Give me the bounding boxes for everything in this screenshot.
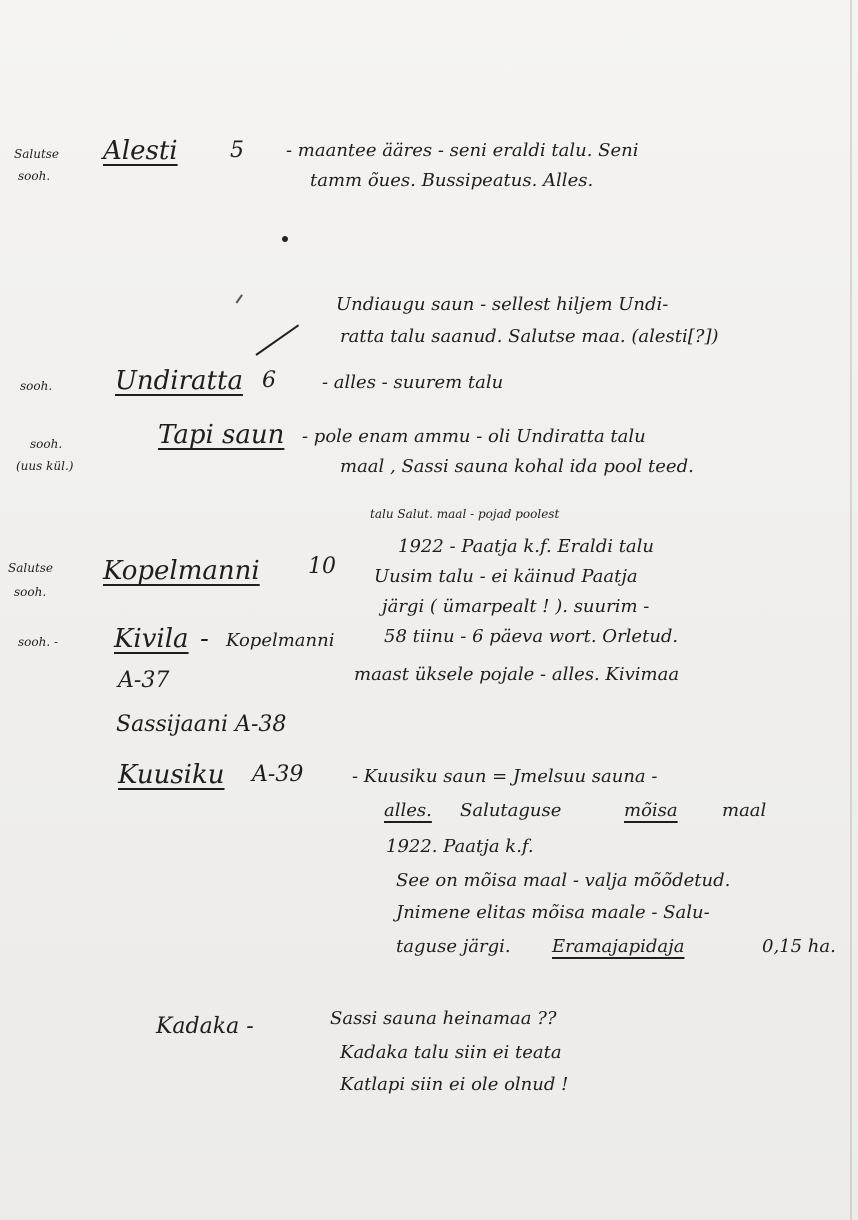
kuusiku-note-line-1: - Kuusiku saun = Jmelsuu sauna - bbox=[352, 766, 658, 787]
undiratta-number: 6 bbox=[262, 368, 276, 393]
undiaugu-note-line-1: Undiaugu saun - sellest hiljem Undi- bbox=[336, 294, 669, 315]
undiratta-note: - alles - suurem talu bbox=[322, 372, 504, 393]
kopelmanni-note-line-0: talu Salut. maal - pojad poolest bbox=[370, 507, 560, 521]
kopelmanni-margin-label-1: Salutse bbox=[8, 561, 54, 575]
kivila-margin-label: sooh. - bbox=[18, 635, 59, 649]
kuusiku-note-line-6b: Eramajapidaja bbox=[552, 936, 685, 957]
connector-slash bbox=[255, 324, 299, 355]
undiratta-margin-label: sooh. bbox=[20, 379, 53, 393]
kopelmanni-note-line-4: 58 tiinu - 6 päeva wort. Orletud. bbox=[384, 626, 679, 647]
kadaka-name: Kadaka - bbox=[156, 1014, 254, 1039]
alesti-number: 5 bbox=[230, 138, 244, 163]
kuusiku-note-line-5: Jnimene elitas mõisa maale - Salu- bbox=[396, 902, 710, 923]
tapi-margin-label-2: (uus kül.) bbox=[16, 459, 74, 473]
kuusiku-note-line-4: See on mõisa maal - valja mõõdetud. bbox=[396, 870, 731, 891]
kuusiku-note-line-6a: taguse järgi. bbox=[396, 936, 511, 957]
kopelmanni-number: 10 bbox=[308, 554, 336, 579]
kopelmanni-name: Kopelmanni bbox=[103, 556, 260, 586]
tapi-note-line-2: maal , Sassi sauna kohal ida pool teed. bbox=[340, 456, 694, 477]
kadaka-note-line-1: Sassi sauna heinamaa ?? bbox=[330, 1008, 557, 1029]
kuusiku-note-line-2c: mõisa bbox=[624, 800, 678, 821]
alesti-note-line-2: tamm õues. Bussipeatus. Alles. bbox=[310, 170, 594, 191]
ink-mark bbox=[236, 294, 243, 303]
kivila-name: Kivila bbox=[114, 624, 189, 654]
sassijaani-entry: Sassijaani A-38 bbox=[116, 712, 287, 737]
kivila-dash: - bbox=[200, 624, 209, 654]
kopelmanni-note-line-3: järgi ( ümarpealt ! ). suurim - bbox=[382, 596, 650, 617]
kopelmanni-note-line-2: Uusim talu - ei käinud Paatja bbox=[374, 566, 638, 587]
kuusiku-note-line-3: 1922. Paatja k.f. bbox=[386, 836, 534, 857]
kopelmanni-note-line-5: maast üksele pojale - alles. Kivimaa bbox=[354, 664, 680, 685]
undiaugu-note-line-2: ratta talu saanud. Salutse maa. (alesti[?]) bbox=[340, 326, 719, 347]
kuusiku-note-line-6c: 0,15 ha. bbox=[762, 936, 836, 957]
tapi-name: Tapi saun bbox=[158, 420, 285, 450]
undiratta-name: Undiratta bbox=[115, 366, 243, 396]
alesti-margin-label-1: Salutse bbox=[14, 147, 60, 161]
kadaka-note-line-3: Katlapi siin ei ole olnud ! bbox=[340, 1074, 569, 1095]
kadaka-note-line-2: Kadaka talu siin ei teata bbox=[340, 1042, 562, 1063]
kivila-code: A-37 bbox=[118, 668, 170, 693]
ink-dot bbox=[282, 236, 288, 242]
page-edge bbox=[850, 0, 852, 1220]
alesti-note-line-1: - maantee ääres - seni eraldi talu. Seni bbox=[286, 140, 639, 161]
kuusiku-note-line-2d: maal bbox=[722, 800, 767, 821]
tapi-margin-label-1: sooh. bbox=[30, 437, 63, 451]
tapi-note-line-1: - pole enam ammu - oli Undiratta talu bbox=[302, 426, 646, 447]
alesti-margin-label-2: sooh. bbox=[18, 169, 51, 183]
kuusiku-code: A-39 bbox=[252, 762, 304, 787]
kuusiku-note-line-2a: alles. bbox=[384, 800, 432, 821]
kivila-alternate-name: Kopelmanni bbox=[226, 630, 335, 651]
kopelmanni-margin-label-2: sooh. bbox=[14, 585, 47, 599]
kuusiku-note-line-2b: Salutaguse bbox=[460, 800, 562, 821]
kuusiku-name: Kuusiku bbox=[118, 760, 225, 790]
alesti-name: Alesti bbox=[103, 136, 178, 166]
kopelmanni-note-line-1: 1922 - Paatja k.f. Eraldi talu bbox=[398, 536, 655, 557]
